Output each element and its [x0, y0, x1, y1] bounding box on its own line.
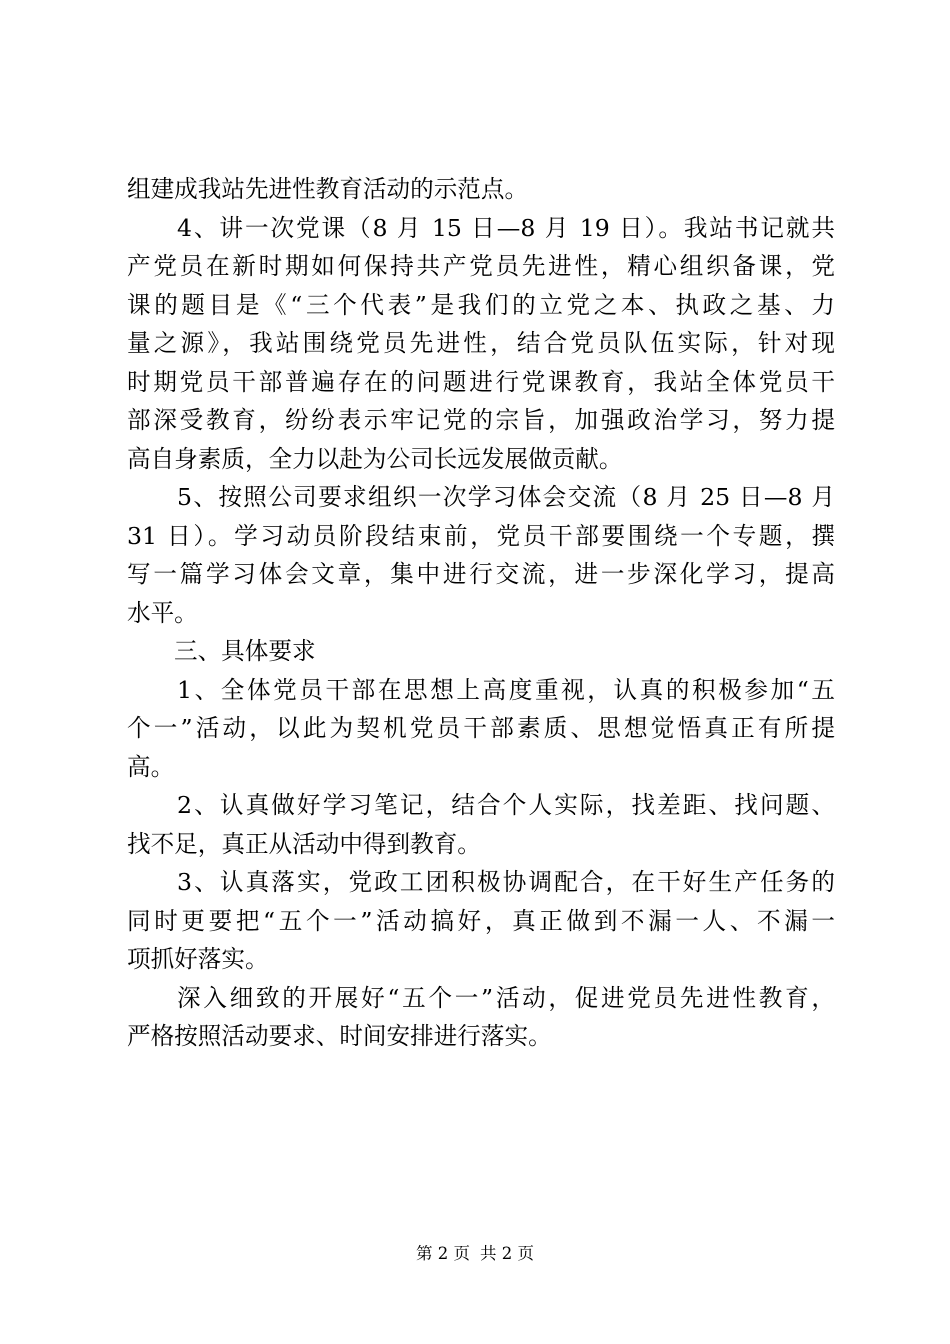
text-line: 部深受教育，纷纷表示牢记党的宗旨，加强政治学习，努力提: [127, 406, 835, 434]
page-number: 第 2 页: [416, 1244, 470, 1263]
text-line: 量之源》，我站围绕党员先进性，结合党员队伍实际，针对现: [127, 329, 835, 357]
section-heading: 三、具体要求: [174, 637, 316, 665]
text-line: 31 日）。学习动员阶段结束前，党员干部要围绕一个专题，撰: [127, 521, 835, 550]
page-footer: [0, 1242, 950, 1266]
text-line: 组建成我站先进性教育活动的示范点。: [127, 175, 529, 203]
page-total: 共 2 页: [480, 1244, 534, 1263]
text-line: 水平。: [127, 598, 198, 627]
text-line: 4、讲一次党课（8 月 15 日—8 月 19 日）。我站书记就共: [177, 213, 835, 242]
text-line: 1、全体党员干部在思想上高度重视，认真的积极参加“五: [177, 675, 835, 704]
text-line: 高。: [127, 752, 175, 781]
text-line: 项抓好落实。: [127, 945, 269, 973]
text-line: 找不足，真正从活动中得到教育。: [127, 829, 481, 858]
text-line: 高自身素质，全力以赴为公司长远发展做贡献。: [127, 444, 623, 473]
text-line: 5、按照公司要求组织一次学习体会交流（8 月 25 日—8 月: [177, 483, 835, 511]
text-line: 严格按照活动要求、时间安排进行落实。: [127, 1022, 552, 1050]
text-line: 3、认真落实，党政工团积极协调配合，在干好生产任务的: [177, 868, 835, 896]
text-line: 2、认真做好学习笔记，结合个人实际，找差距、找问题、: [177, 791, 835, 819]
text-line: 产党员在新时期如何保持共产党员先进性，精心组织备课，党: [127, 252, 835, 280]
text-line: 写一篇学习体会文章，集中进行交流，进一步深化学习，提高: [127, 560, 835, 588]
text-line: 同时更要把“五个一”活动搞好，真正做到不漏一人、不漏一: [127, 906, 835, 935]
text-line: 课的题目是《“三个代表”是我们的立党之本、执政之基、力: [127, 290, 835, 319]
document-body: [127, 170, 835, 1056]
text-line: 时期党员干部普遍存在的问题进行党课教育，我站全体党员干: [127, 367, 835, 396]
text-line: 个一”活动，以此为契机党员干部素质、思想觉悟真正有所提: [127, 714, 835, 742]
text-line: 深入细致的开展好“五个一”活动，促进党员先进性教育，: [177, 983, 835, 1012]
